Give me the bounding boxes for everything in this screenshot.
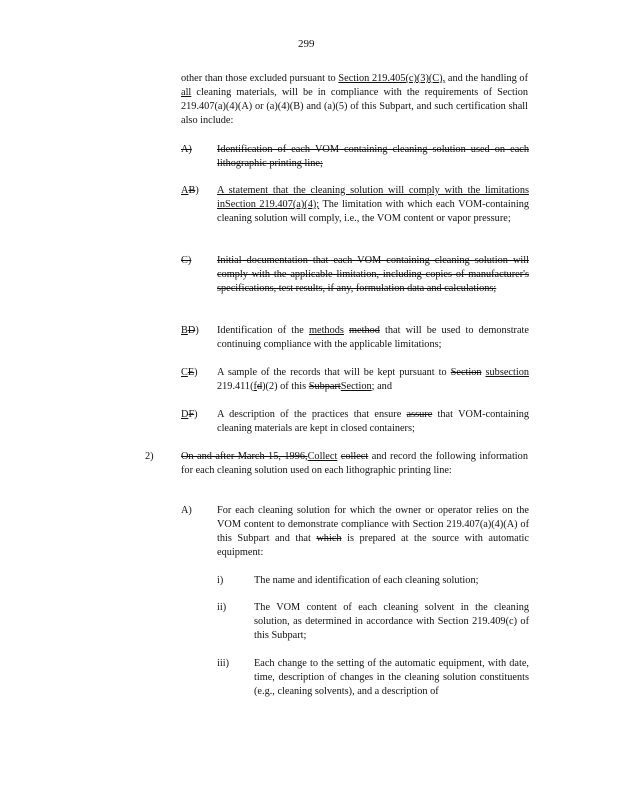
item-ab-text-rest: The limitation with which each VOM-containing cleaning solution will comply, i.e., the VOM content or vapor pressure; bbox=[217, 199, 529, 224]
sub-iii-label: iii) bbox=[217, 658, 230, 669]
item-bd-inserted: methods bbox=[308, 325, 344, 336]
item-ce-label: CE) bbox=[181, 367, 198, 378]
intro-inserted-citation: Section 219.405(c)(3)(C), bbox=[338, 73, 446, 84]
sub-i-text: The name and identification of each cleaning solution; bbox=[254, 575, 479, 586]
item-ab-inserted-2: Section 219.407(a)(4); bbox=[225, 199, 320, 210]
item-a-old-text: Identification of each VOM containing cleaning solution used on each lithographic printing line; bbox=[217, 144, 529, 169]
sub-ii-text: The VOM content of each cleaning solvent in the cleaning solution, as determined in accordance with Section 219.409(c) of this Subpart; bbox=[254, 602, 529, 641]
page-number: 299 bbox=[298, 38, 315, 50]
intro-inserted-all: all bbox=[181, 87, 192, 98]
item-df-text: A description of the practices that ensure assure that VOM-containing cleaning materials are kept in closed containers; bbox=[217, 409, 529, 434]
item-bd-deleted: method bbox=[349, 325, 380, 336]
item-2a-label: A) bbox=[181, 505, 192, 516]
item-a-old-label: A) bbox=[181, 144, 192, 155]
item-bd-text: Identification of the methods method that will be used to demonstrate continuing compliance with the applicable limitations; bbox=[217, 325, 529, 350]
item-ab-label: AB) bbox=[181, 185, 199, 196]
intro-text-3: cleaning materials, will be in compliance with the requirements of Section 219.407(a)(4)(A) or (a)(4)(B) and (a)(5) of this Subpart, and such certification shall also include: bbox=[181, 87, 528, 126]
intro-text-1: other than those excluded pursuant to bbox=[181, 73, 339, 84]
item-2-text: On and after March 15, 1996,Collect collect and record the following information for each cleaning solution used on each lithographic printing line: bbox=[181, 451, 528, 476]
item-2a-text: For each cleaning solution for which the owner or operator relies on the VOM content to demonstrate compliance with Section 219.407(a)(4)(A) of this Subpart and that which is prepared at the source with automatic equipment: bbox=[217, 505, 529, 558]
sub-iii-text: Each change to the setting of the automatic equipment, with date, time, description of changes in the cleaning solution constituents (e.g., cleaning solvents), and a description of bbox=[254, 658, 529, 697]
item-ab-inserted-1: A statement that the cleaning solution will comply with the limitations in bbox=[217, 185, 529, 210]
item-2-label: 2) bbox=[145, 451, 154, 462]
sub-ii-label: ii) bbox=[217, 602, 227, 613]
item-bd-label: BD) bbox=[181, 325, 199, 336]
item-c-old-label: C) bbox=[181, 255, 192, 266]
item-ce-text: A sample of the records that will be kept pursuant to Section subsection 219.411(fd)(2) of this SubpartSection; and bbox=[217, 367, 529, 392]
item-df-label: DF) bbox=[181, 409, 198, 420]
intro-text-2: and the handling of bbox=[445, 73, 529, 84]
item-c-old-text: Initial documentation that each VOM containing cleaning solution will comply with the applicable limitation, including copies of manufacturer's specifications, test results, if any, formulation data and calculations; bbox=[217, 255, 529, 294]
intro-paragraph bbox=[181, 72, 528, 128]
item-ab-text bbox=[217, 184, 529, 226]
sub-i-label: i) bbox=[217, 575, 224, 586]
